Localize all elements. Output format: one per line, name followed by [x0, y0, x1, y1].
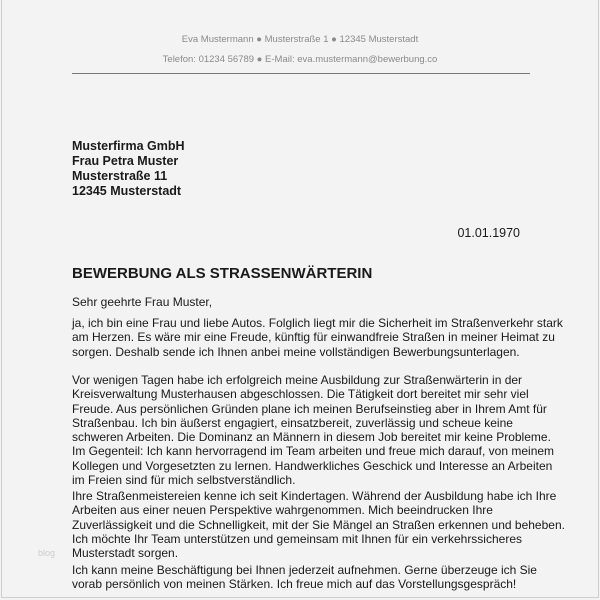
sender-line: Eva Mustermann ● Musterstraße 1 ● 12345 Musterstadt: [181, 34, 419, 45]
paragraph-4: [72, 563, 537, 592]
paragraph-line: am Herzen. Es wäre mir eine Freude, künftig für einwandfreie Straßen in meiner Heimat zu: [72, 330, 555, 345]
letter-subject: BEWERBUNG ALS STRASSENWÄRTERIN: [72, 265, 373, 282]
paragraph-line: Vor wenigen Tagen habe ich erfolgreich meine Ausbildung zur Straßenwärterin in der: [72, 373, 523, 387]
contact-line: Telefon: 01234 56789 ● E-Mail: eva.mustermann@bewerbung.co: [162, 54, 438, 65]
paragraph-2: [72, 373, 554, 487]
paragraph-line: schweren Arbeiten. Die Dominanz an Männern in diesem Job bereitet mir keine Probleme.: [72, 430, 551, 445]
paragraph-line: Ich kann meine Beschäftigung bei Ihnen jederzeit aufnehmen. Gerne überzeuge ich Sie: [72, 563, 537, 577]
paragraph-1: [72, 316, 563, 359]
recipient-company: Musterfirma GmbH: [72, 139, 185, 153]
paragraph-line: ja, ich bin eine Frau und liebe Autos. Folglich liegt mir die Sicherheit im Straßenverkehr stark: [72, 316, 563, 330]
recipient-street: Musterstraße 11: [72, 169, 168, 183]
paragraph-line: Straßenbau. Ich bin äußerst engagiert, einsatzbereit, zuverlässig und scheue keine: [72, 415, 513, 430]
paragraph-line: Kreisverwaltung Musterhausen abgeschlossen. Die Tätigkeit dort bereitet mir sehr viel: [72, 387, 529, 402]
recipient-city: 12345 Musterstadt: [72, 184, 182, 198]
recipient-name: Frau Petra Muster: [72, 154, 179, 168]
paragraph-3: [72, 489, 565, 560]
greeting: Sehr geehrte Frau Muster,: [72, 295, 213, 309]
paragraph-line: Kollegen und Vorgesetzten zu lernen. Handwerkliches Geschick und Interesse an Arbeiten: [72, 458, 553, 473]
paragraph-line: im Freien sind für mich selbstverständlich.: [72, 473, 296, 488]
recipient-address: [72, 139, 185, 199]
paragraph-line: Im Gegenteil: Ich kann hervorragend im Team arbeiten und freue mich darauf, von meinem: [72, 444, 555, 459]
paragraph-line: Musterstadt sorgen.: [72, 546, 179, 561]
paragraph-line: Zuverlässigkeit und die Schnelligkeit, mit der Sie Mängel an Straßen erkennen und beheben.: [72, 517, 565, 532]
paragraph-line: Ich möchte Ihr Team unterstützen und gemeinsam mit Ihnen für ein verkehrssicheres: [72, 531, 522, 546]
letter-date: 01.01.1970: [457, 226, 520, 240]
paragraph-line: sorgen. Deshalb sende ich Ihnen anbei meine vollständigen Bewerbungsunterlagen.: [72, 344, 520, 359]
paragraph-line: Ihre Straßenmeistereien kenne ich seit Kindertagen. Während der Ausbildung habe ich Ihre: [72, 489, 557, 503]
paragraph-line: vorab persönlich von meinen Stärken. Ich freue mich auf das Vorstellungsgespräch!: [72, 577, 517, 592]
paragraph-line: Freude. Aus persönlichen Gründen plane ich meinen Berufseinstieg aber in Ihrem Amt für: [72, 401, 547, 416]
paragraph-line: Arbeiten aus einer neuen Perspektive wahrgenommen. Mich beeindrucken Ihre: [72, 503, 493, 518]
header-divider: [72, 73, 530, 74]
watermark: blog: [38, 548, 56, 558]
